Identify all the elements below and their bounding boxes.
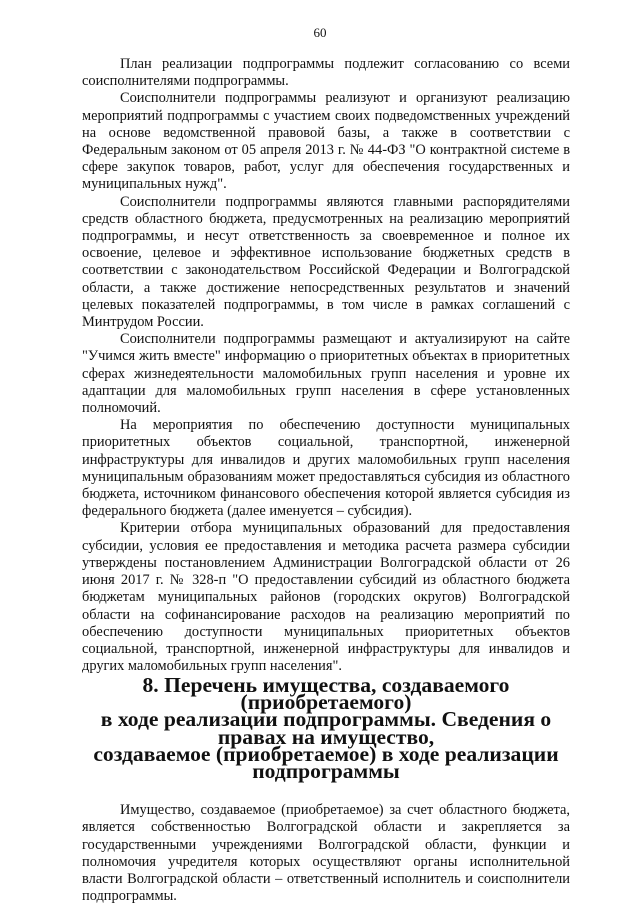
paragraph-co-executors-implementation: Соисполнители подпрограммы реализуют и организуют реализацию мероприятий подпрограммы с участием своих подведомственных учреждений на основе ведомственной правовой базы, а также в соответствии с Федеральным законом от 05 апреля 2013 г. № 44-ФЗ "О контрактной системе в сфере закупок товаров, работ, услуг для обеспечения государственных и муниципальных нужд". <box>82 90 570 193</box>
section-heading <box>82 673 570 784</box>
paragraph-subsidy-criteria: Критерии отбора муниципальных образований для предоставления субсидии, условия ее предоставления и методика расчета размера субсидии утверждены постановлением Администрации Волгоградской области от 26 июня 2017 г. № 328-п "О предоставлении субсидий из областного бюджета бюджетам муниципальных районов (городских округов) Волгоградской области на софинансирование расходов на реализацию мероприятий по обеспечению доступности муниципальных приоритетных объектов социальной, транспортной, инженерной инфраструктуры для инвалидов и других маломобильных групп населения". <box>82 520 570 675</box>
page-number: 60 <box>313 25 327 40</box>
body-text <box>82 56 570 675</box>
paragraph-budget-responsibility: Соисполнители подпрограммы являются главными распорядителями средств областного бюджета, предусмотренных на реализацию мероприятий подпрограммы, и несут ответственность за своевременное и полное их освоение, целевое и эффективное использование бюджетных средств в соответствии с законодательством Российской Федерации и Волгоградской области, а также достижение непосредственных результатов и значений целевых показателей подпрограммы, в том числе в рамках соглашений с Минтрудом России. <box>82 193 570 331</box>
paragraph-website-info: Соисполнители подпрограммы размещают и актуализируют на сайте "Учимся жить вместе" информацию о приоритетных объектах в приоритетных сферах жизнедеятельности маломобильных групп населения и уровне их адаптации для маломобильных групп населения в сфере установленных полномочий. <box>82 331 570 417</box>
paragraph-plan-approval: План реализации подпрограммы подлежит согласованию со всеми соисполнителями подпрограммы. <box>82 56 570 90</box>
paragraph-property: Имущество, создаваемое (приобретаемое) за счет областного бюджета, является собственностью Волгоградской области и закрепляется за государственными учреждениями Волгоградской области, функции и полномочия учредителя которых осуществляют органы исполнительной власти Волгоградской области – ответственный исполнитель и соисполнители подпрограммы. <box>82 802 570 905</box>
paragraph-subsidy: На мероприятия по обеспечению доступности муниципальных приоритетных объектов социальной, транспортной, инженерной инфраструктуры для инвалидов и других маломобильных групп населения муниципальным образованиям может предоставляться субсидия из областного бюджета, источником финансового обеспечения которой является субсидия из федерального бюджета (далее именуется – субсидия). <box>82 417 570 520</box>
section-heading-line: создаваемое (приобретаемое) в ходе реализации подпрограммы <box>93 741 559 784</box>
section-heading-line: в ходе реализации подпрограммы. Сведения о правах на имущество, <box>100 707 552 749</box>
section-heading-line: 8. Перечень имущества, создаваемого (приобретаемого) <box>142 673 510 715</box>
section-8 <box>82 673 570 905</box>
